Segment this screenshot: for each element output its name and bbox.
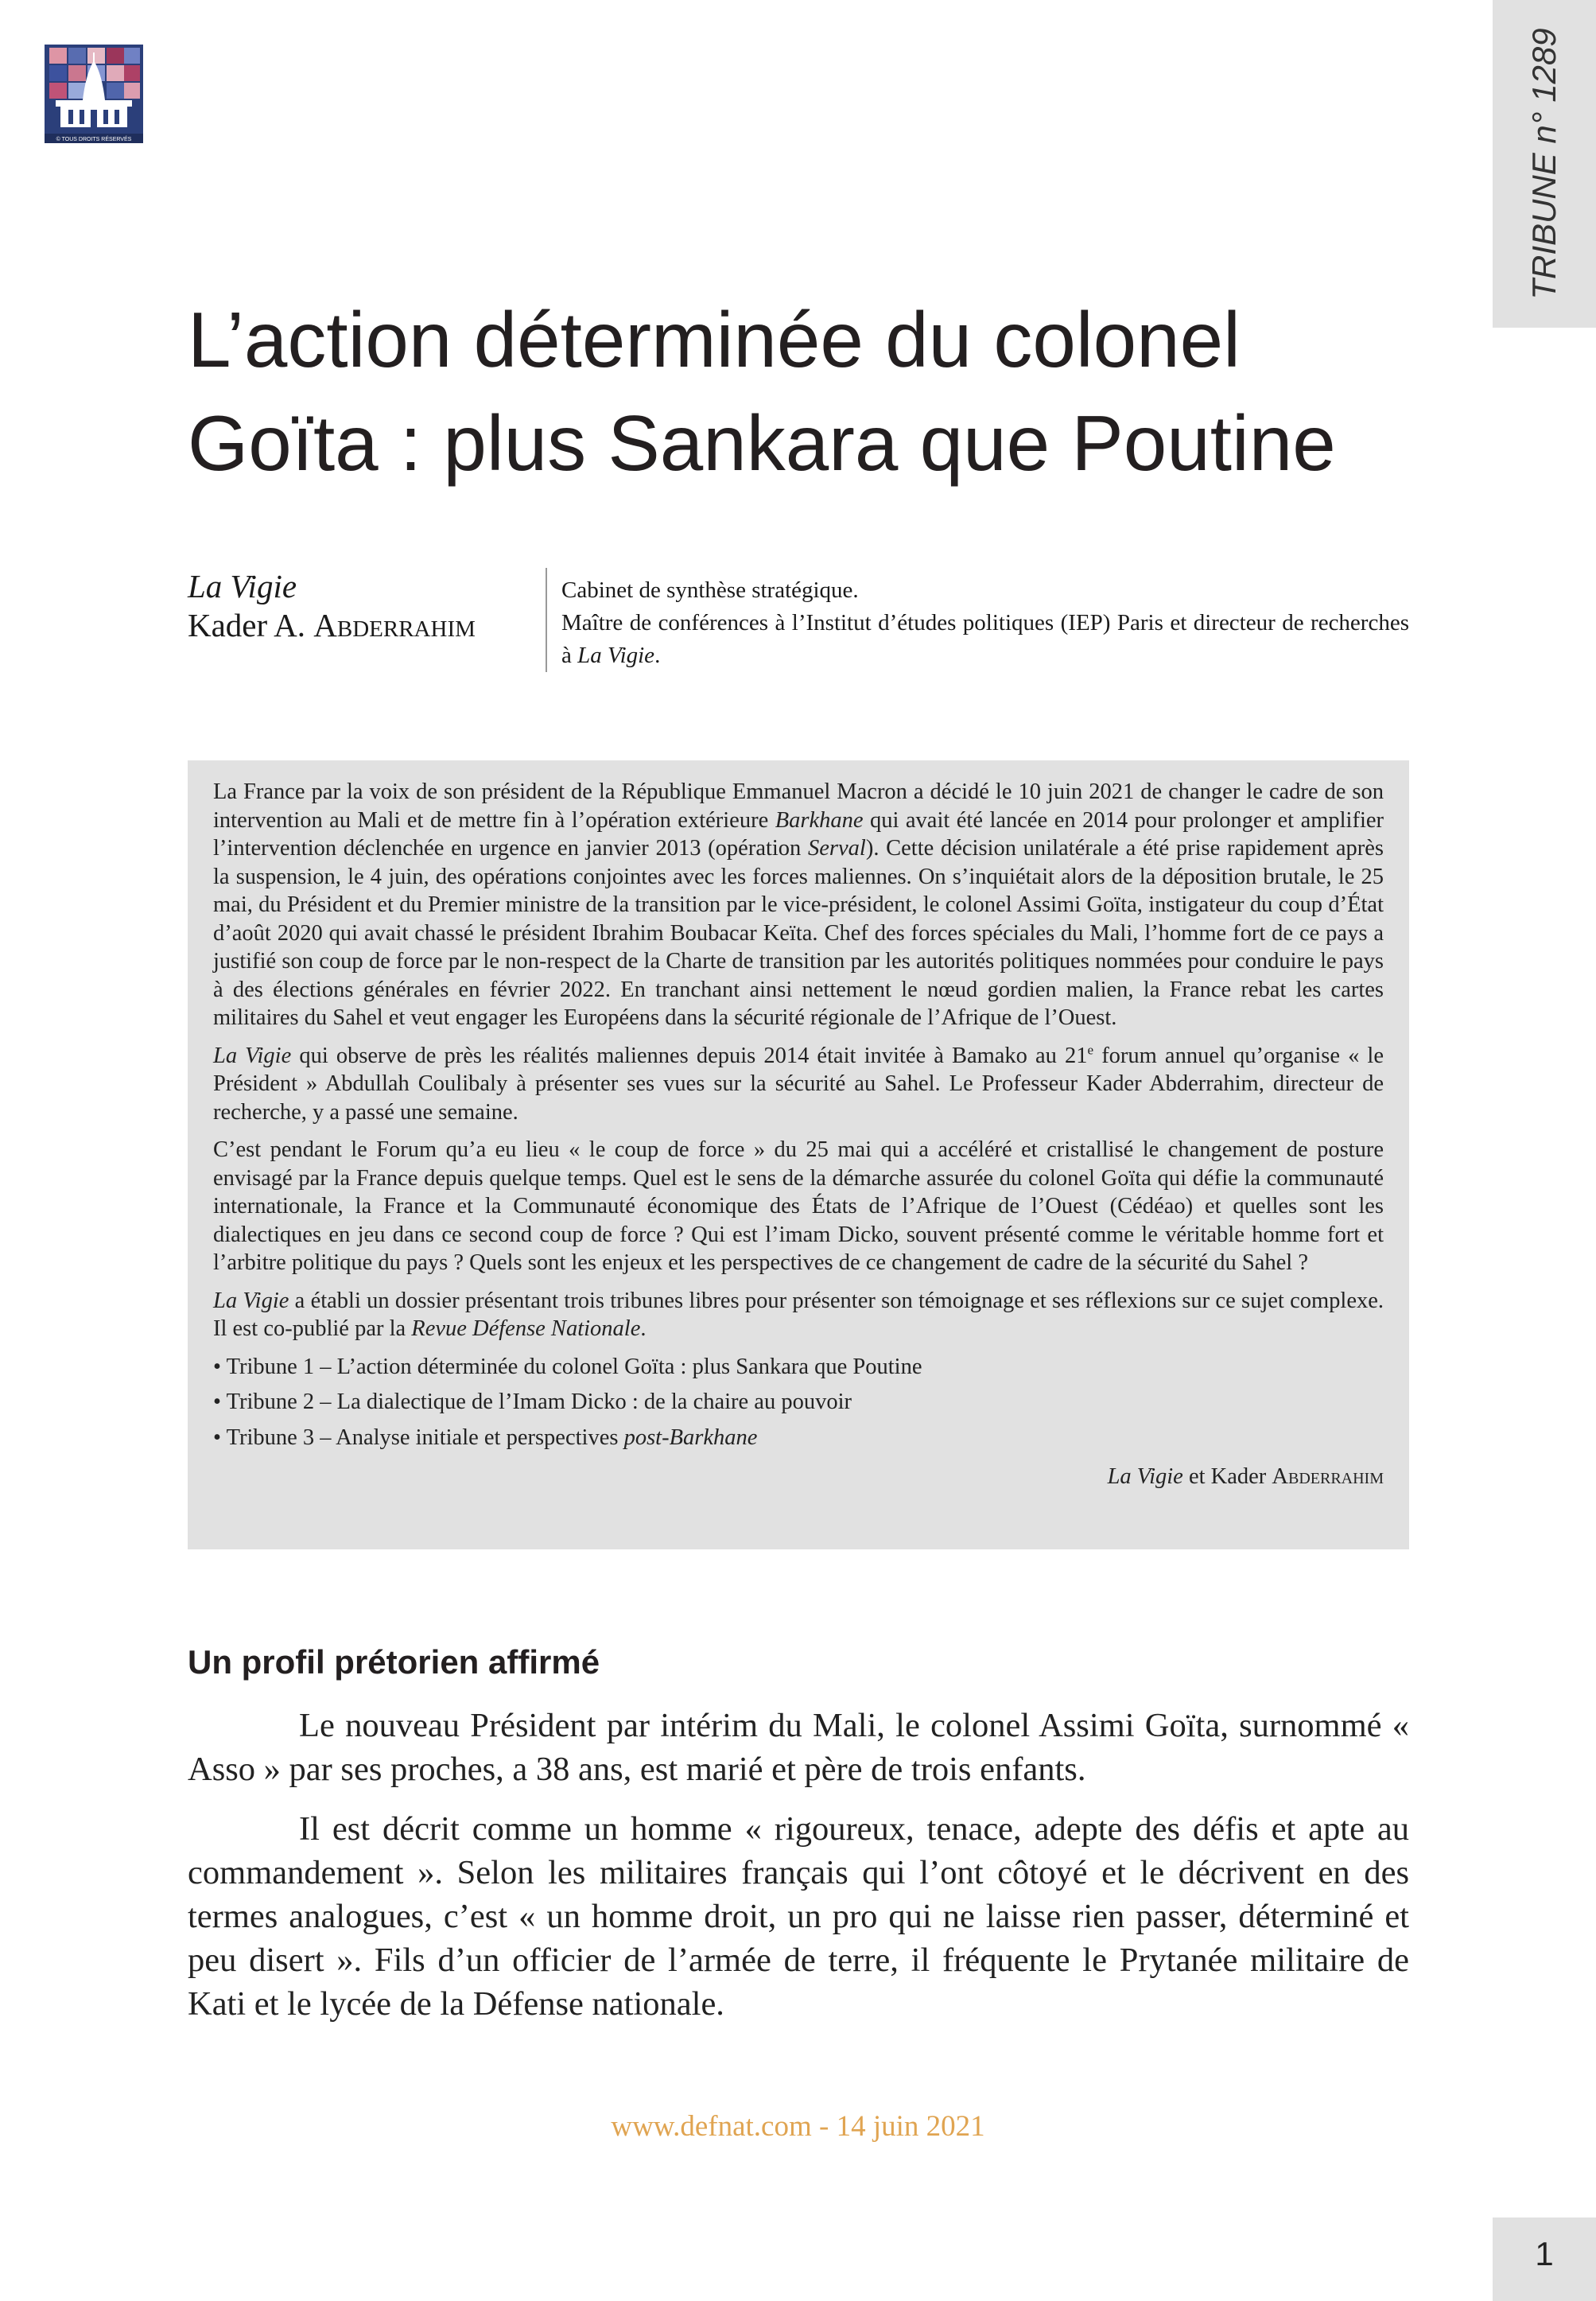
author-description bbox=[546, 607, 1409, 672]
body-paragraph: Le nouveau Président par intérim du Mali, le colonel Assimi Goïta, surnommé « Asso » par ses proches, a 38 ans, est marié et père de trois enfants. bbox=[188, 1707, 1409, 1788]
author-desc-italic: La Vigie bbox=[577, 643, 655, 668]
authors-block bbox=[188, 568, 1409, 672]
author-desc-text: Maître de conférences à l’Institut d’études politiques (IEP) Paris et directeur de recherches à bbox=[561, 610, 1409, 668]
article-title bbox=[188, 288, 1428, 495]
body-paragraph: Il est décrit comme un homme « rigoureux, tenace, adepte des défis et apte au commandement ». Selon les militaires français qui l’ont côtoyé et le décrivent en des termes analogues, c’est « un homme droit, un pro qui ne laisse rien passer, déterminé et peu disert ». Fils d’un officier de l’armée de terre, il fréquente le Prytanée militaire de Kati et le lycée de la Défense nationale. bbox=[188, 1810, 1409, 2023]
list-item: • Tribune 2 – La dialectique de l’Imam Dicko : de la chaire au pouvoir bbox=[213, 1390, 852, 1414]
author-row bbox=[188, 607, 1409, 672]
author-name bbox=[188, 607, 546, 672]
section-heading: Un profil prétorien affirmé bbox=[188, 1643, 600, 1681]
list-item: • Tribune 1 – L’action déterminée du colonel Goïta : plus Sankara que Poutine bbox=[213, 1354, 922, 1379]
author-desc-suffix: . bbox=[654, 643, 661, 668]
abstract-paragraph: La Vigie qui observe de près les réalités maliennes depuis 2014 était invitée à Bamako au 21e forum annuel qu’organise « le Président » Abdullah Coulibaly à présenter ses vues sur la sécurité au Sahel. Le Professeur Kader Abderrahim, directeur de recherche, y a passé une semaine. bbox=[213, 1042, 1384, 1125]
abstract-box bbox=[188, 760, 1409, 1549]
author-row bbox=[188, 568, 1409, 607]
author-last-name: Abderrahim bbox=[313, 607, 476, 643]
logo-emblem-icon bbox=[45, 45, 143, 143]
page-number: 1 bbox=[1493, 2217, 1596, 2301]
abstract-paragraph: La France par la voix de son président de la République Emmanuel Macron a décidé le 10 juin 2021 de changer le cadre de son intervention au Mali et de mettre fin à l’opération extérieure Barkhane qui avait été lancée en 2014 pour prolonger et amplifier l’intervention déclenchée en urgence en janvier 2013 (opération Serval). Cette décision unilatérale a été prise rapidement après la suspension, le 4 juin, des opérations conjointes avec les forces maliennes. On s’inquiétait alors de la déposition brutale, le 25 mai, du Président et du Premier ministre de la transition par le vice-président, le colonel Assimi Goïta, instigateur du coup d’État d’août 2020 qui avait chassé le président Ibrahim Boubacar Keïta. Chef des forces spéciales du Mali, l’homme fort de ce pays a justifié son coup de force par le non-respect de la Charte de transition par les autorités politiques nommées pour conduire le pays à des élections générales en février 2022. En tranchant ainsi nettement le nœud gordien malien, la France rebat les cartes militaires du Sahel et veut engager les Européens dans la sécurité régionale de l’Afrique de l’Ouest. bbox=[213, 779, 1384, 1030]
logo bbox=[45, 45, 143, 143]
tribune-list bbox=[213, 1353, 1384, 1452]
logo-caption: © TOUS DROITS RÉSERVÉS bbox=[56, 137, 132, 142]
author-description: Cabinet de synthèse stratégique. bbox=[546, 568, 1409, 607]
abstract-paragraph: C’est pendant le Forum qu’a eu lieu « le coup de force » du 25 mai qui a accéléré et cristallisé le changement de posture envisagé par la France depuis quelque temps. Quel est le sens de la démarche assurée du colonel Goïta qui défie la communauté internationale, la France et la Communauté économique des États de l’Afrique de l’Ouest (Cédéao) et quelles sont les dialectiques en jeu dans ce second coup de force ? Qui est l’imam Dicko, souvent présenté comme le véritable homme fort et l’arbitre politique du pays ? Quels sont les enjeux et les perspectives de ce changement de cadre de la sécurité du Sahel ? bbox=[213, 1137, 1384, 1275]
abstract-paragraph: La Vigie a établi un dossier présentant trois tribunes libres pour présenter son témoignage et ses réflexions sur ce sujet complexe. Il est co-publié par la Revue Défense Nationale. bbox=[213, 1288, 1384, 1341]
abstract-signature: La Vigie et Kader Abderrahim bbox=[1107, 1464, 1384, 1489]
article-body bbox=[188, 1704, 1409, 2042]
tribune-number: TRIBUNE n° 1289 bbox=[1525, 28, 1563, 300]
footer-url-date[interactable]: www.defnat.com - 14 juin 2021 bbox=[611, 2110, 985, 2143]
tribune-tab bbox=[1493, 0, 1596, 328]
author-first-name: Kader A. bbox=[188, 607, 306, 643]
title-line-1: L’action déterminée du colonel bbox=[188, 296, 1241, 383]
author-name: La Vigie bbox=[188, 568, 297, 604]
title-line-2: Goïta : plus Sankara que Poutine bbox=[188, 399, 1336, 487]
list-item: • Tribune 3 – Analyse initiale et perspectives post-Barkhane bbox=[213, 1425, 758, 1450]
